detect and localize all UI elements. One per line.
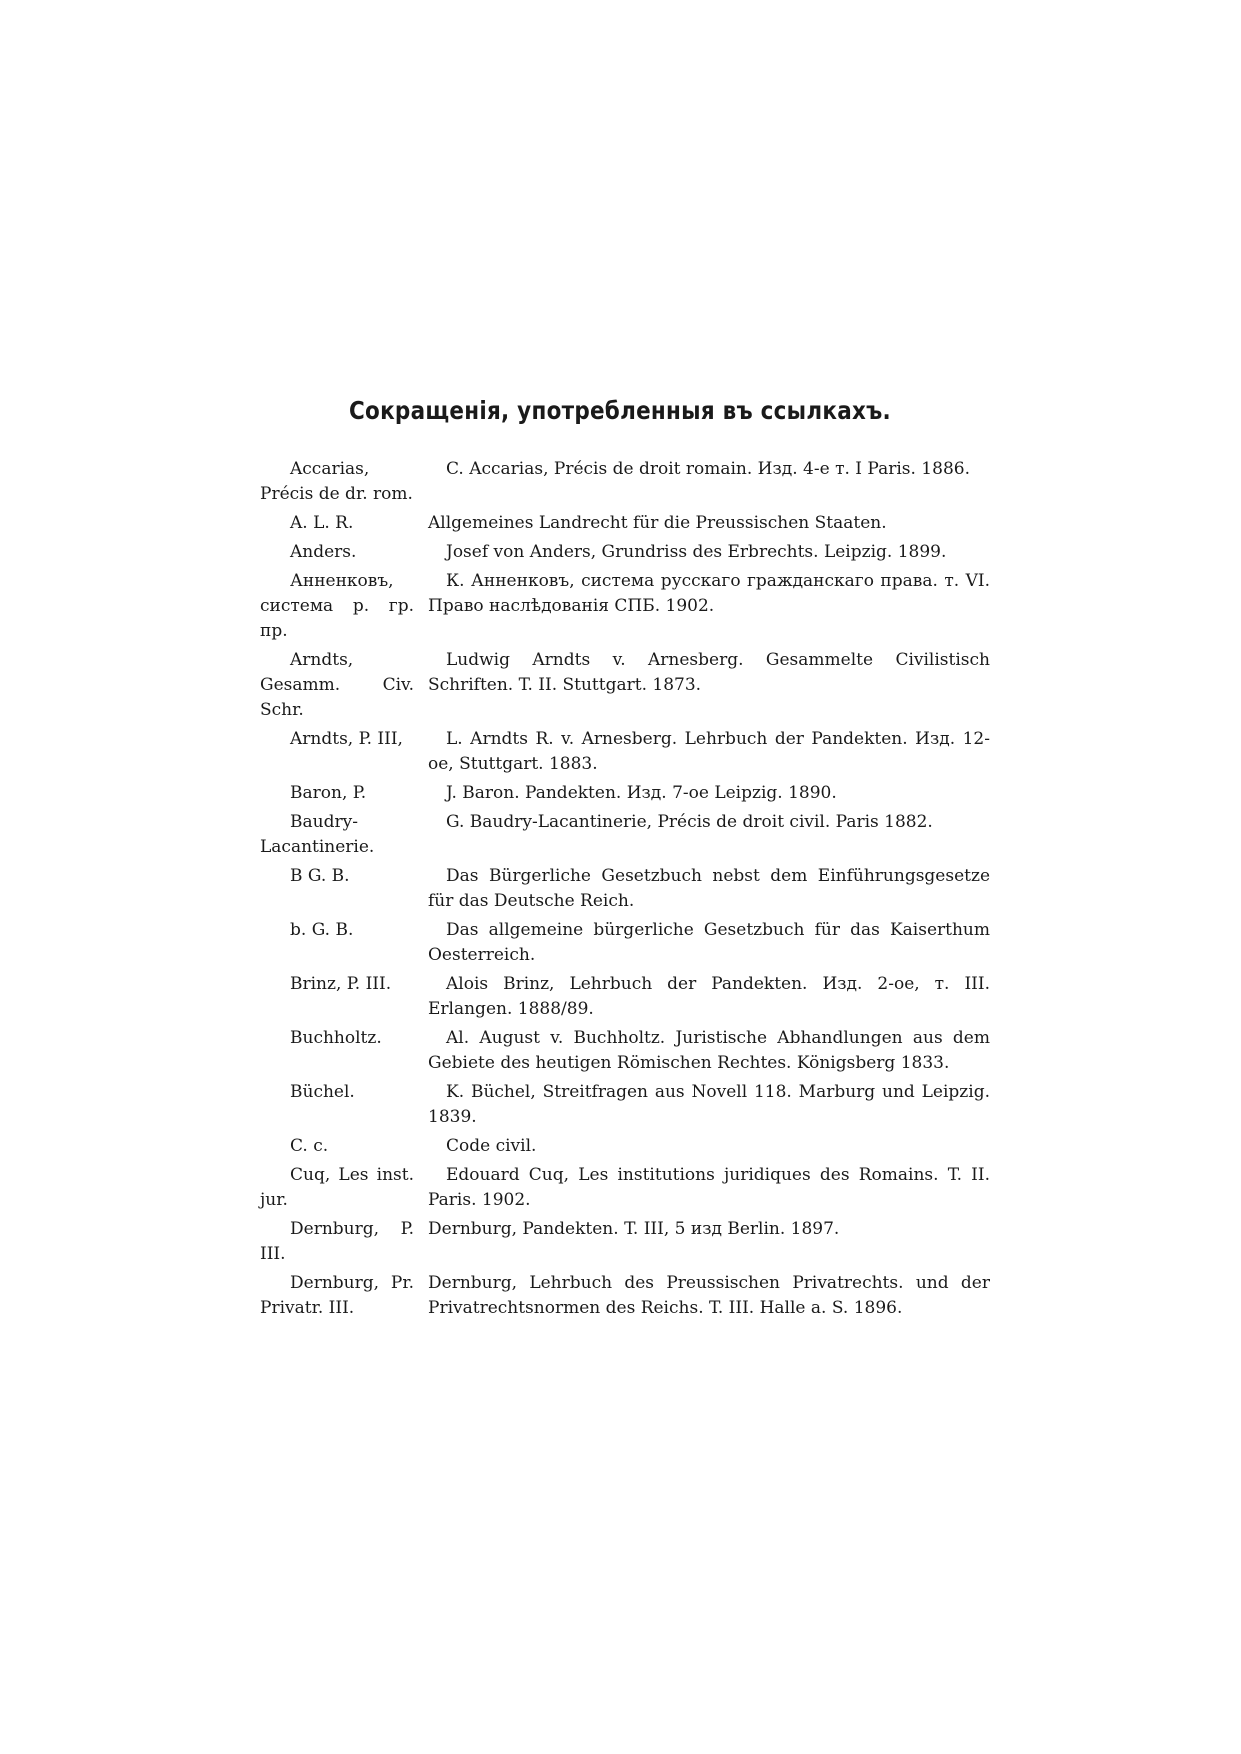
list-item: [260, 727, 990, 777]
abbreviation: C. c.: [290, 1136, 329, 1156]
reference: Das allgemeine bürgerliche Gesetzbuch für das Kaiserthum Oesterreich.: [428, 920, 990, 965]
abbreviation: Dernburg, Pr. Privatr. III.: [260, 1273, 414, 1318]
abbreviation: Dernburg, P. III.: [260, 1219, 414, 1264]
reference: L. Arndts R. v. Arnesberg. Lehrbuch der Pandekten. Изд. 12-ое, Stuttgart. 1883.: [428, 729, 990, 774]
reference: Dernburg, Lehrbuch des Preussischen Privatrechts. und der Privatrechtsnormen des Reichs. T. III. Halle a. S. 1896.: [428, 1273, 990, 1318]
reference: Das Bürgerliche Gesetzbuch nebst dem Einführungsgesetze für das Deutsche Reich.: [428, 866, 990, 911]
abbreviation: Büchel.: [290, 1082, 355, 1102]
abbreviation-list: [260, 457, 990, 1325]
abbreviation: Baudry-Lacantinerie.: [260, 812, 375, 857]
abbreviation: b. G. B.: [290, 920, 354, 940]
list-item: [260, 457, 990, 507]
abbreviation: Arndts, P. III,: [290, 729, 403, 749]
reference: Code civil.: [446, 1136, 537, 1156]
list-item: [260, 1026, 990, 1076]
list-item: [260, 648, 990, 723]
list-item: [260, 1080, 990, 1130]
list-item: [260, 540, 990, 565]
list-item: [260, 810, 990, 860]
reference: G. Baudry-Lacantinerie, Précis de droit civil. Paris 1882.: [446, 812, 933, 832]
abbreviation: Brinz, P. III.: [290, 974, 392, 994]
abbreviation: Анненковъ, система р. гр. пр.: [260, 571, 414, 641]
list-item: [260, 569, 990, 644]
list-item: [260, 972, 990, 1022]
abbreviation: A. L. R.: [290, 513, 354, 533]
reference: K. Büchel, Streitfragen aus Novell 118. Marburg und Leipzig. 1839.: [428, 1082, 990, 1127]
list-item: [260, 1217, 990, 1267]
abbreviation: Arndts, Gesamm. Civ. Schr.: [260, 650, 414, 720]
reference: К. Анненковъ, система русскаго гражданскаго права. т. VI. Право наслѣдованія СПБ. 1902.: [428, 571, 990, 616]
list-item: [260, 781, 990, 806]
abbreviation: Baron, P.: [290, 783, 367, 803]
reference: C. Accarias, Précis de droit romain. Изд. 4-е т. I Paris. 1886.: [446, 459, 970, 479]
list-item: [260, 918, 990, 968]
reference: Ludwig Arndts v. Arnesberg. Gesammelte Civilistisch Schriften. T. II. Stuttgart. 1873.: [428, 650, 990, 695]
abbreviation: Buchholtz.: [290, 1028, 382, 1048]
reference: Allgemeines Landrecht für die Preussischen Staaten.: [428, 513, 887, 533]
reference: Dernburg, Pandekten. T. III, 5 изд Berlin. 1897.: [428, 1219, 840, 1239]
reference: Alois Brinz, Lehrbuch der Pandekten. Изд. 2-ое, т. III. Erlangen. 1888/89.: [428, 974, 990, 1019]
reference: Al. August v. Buchholtz. Juristische Abhandlungen aus dem Gebiete des heutigen Römischen Rechtes. Königsberg 1833.: [428, 1028, 990, 1073]
abbreviation: Anders.: [290, 542, 357, 562]
list-item: [260, 1163, 990, 1213]
reference: Josef von Anders, Grundriss des Erbrechts. Leipzig. 1899.: [446, 542, 947, 562]
reference: J. Baron. Pandekten. Изд. 7-ое Leipzig. 1890.: [446, 783, 837, 803]
list-item: [260, 1271, 990, 1321]
list-item: [260, 511, 990, 536]
abbreviation: Accarias, Précis de dr. rom.: [260, 459, 413, 504]
page-title: Сокращенія, употребленныя въ ссылкахъ.: [349, 396, 891, 425]
abbreviation: B G. B.: [290, 866, 350, 886]
abbreviation: Cuq, Les inst. jur.: [260, 1165, 414, 1210]
list-item: [260, 864, 990, 914]
reference: Edouard Cuq, Les institutions juridiques des Romains. T. II. Paris. 1902.: [428, 1165, 990, 1210]
list-item: [260, 1134, 990, 1159]
